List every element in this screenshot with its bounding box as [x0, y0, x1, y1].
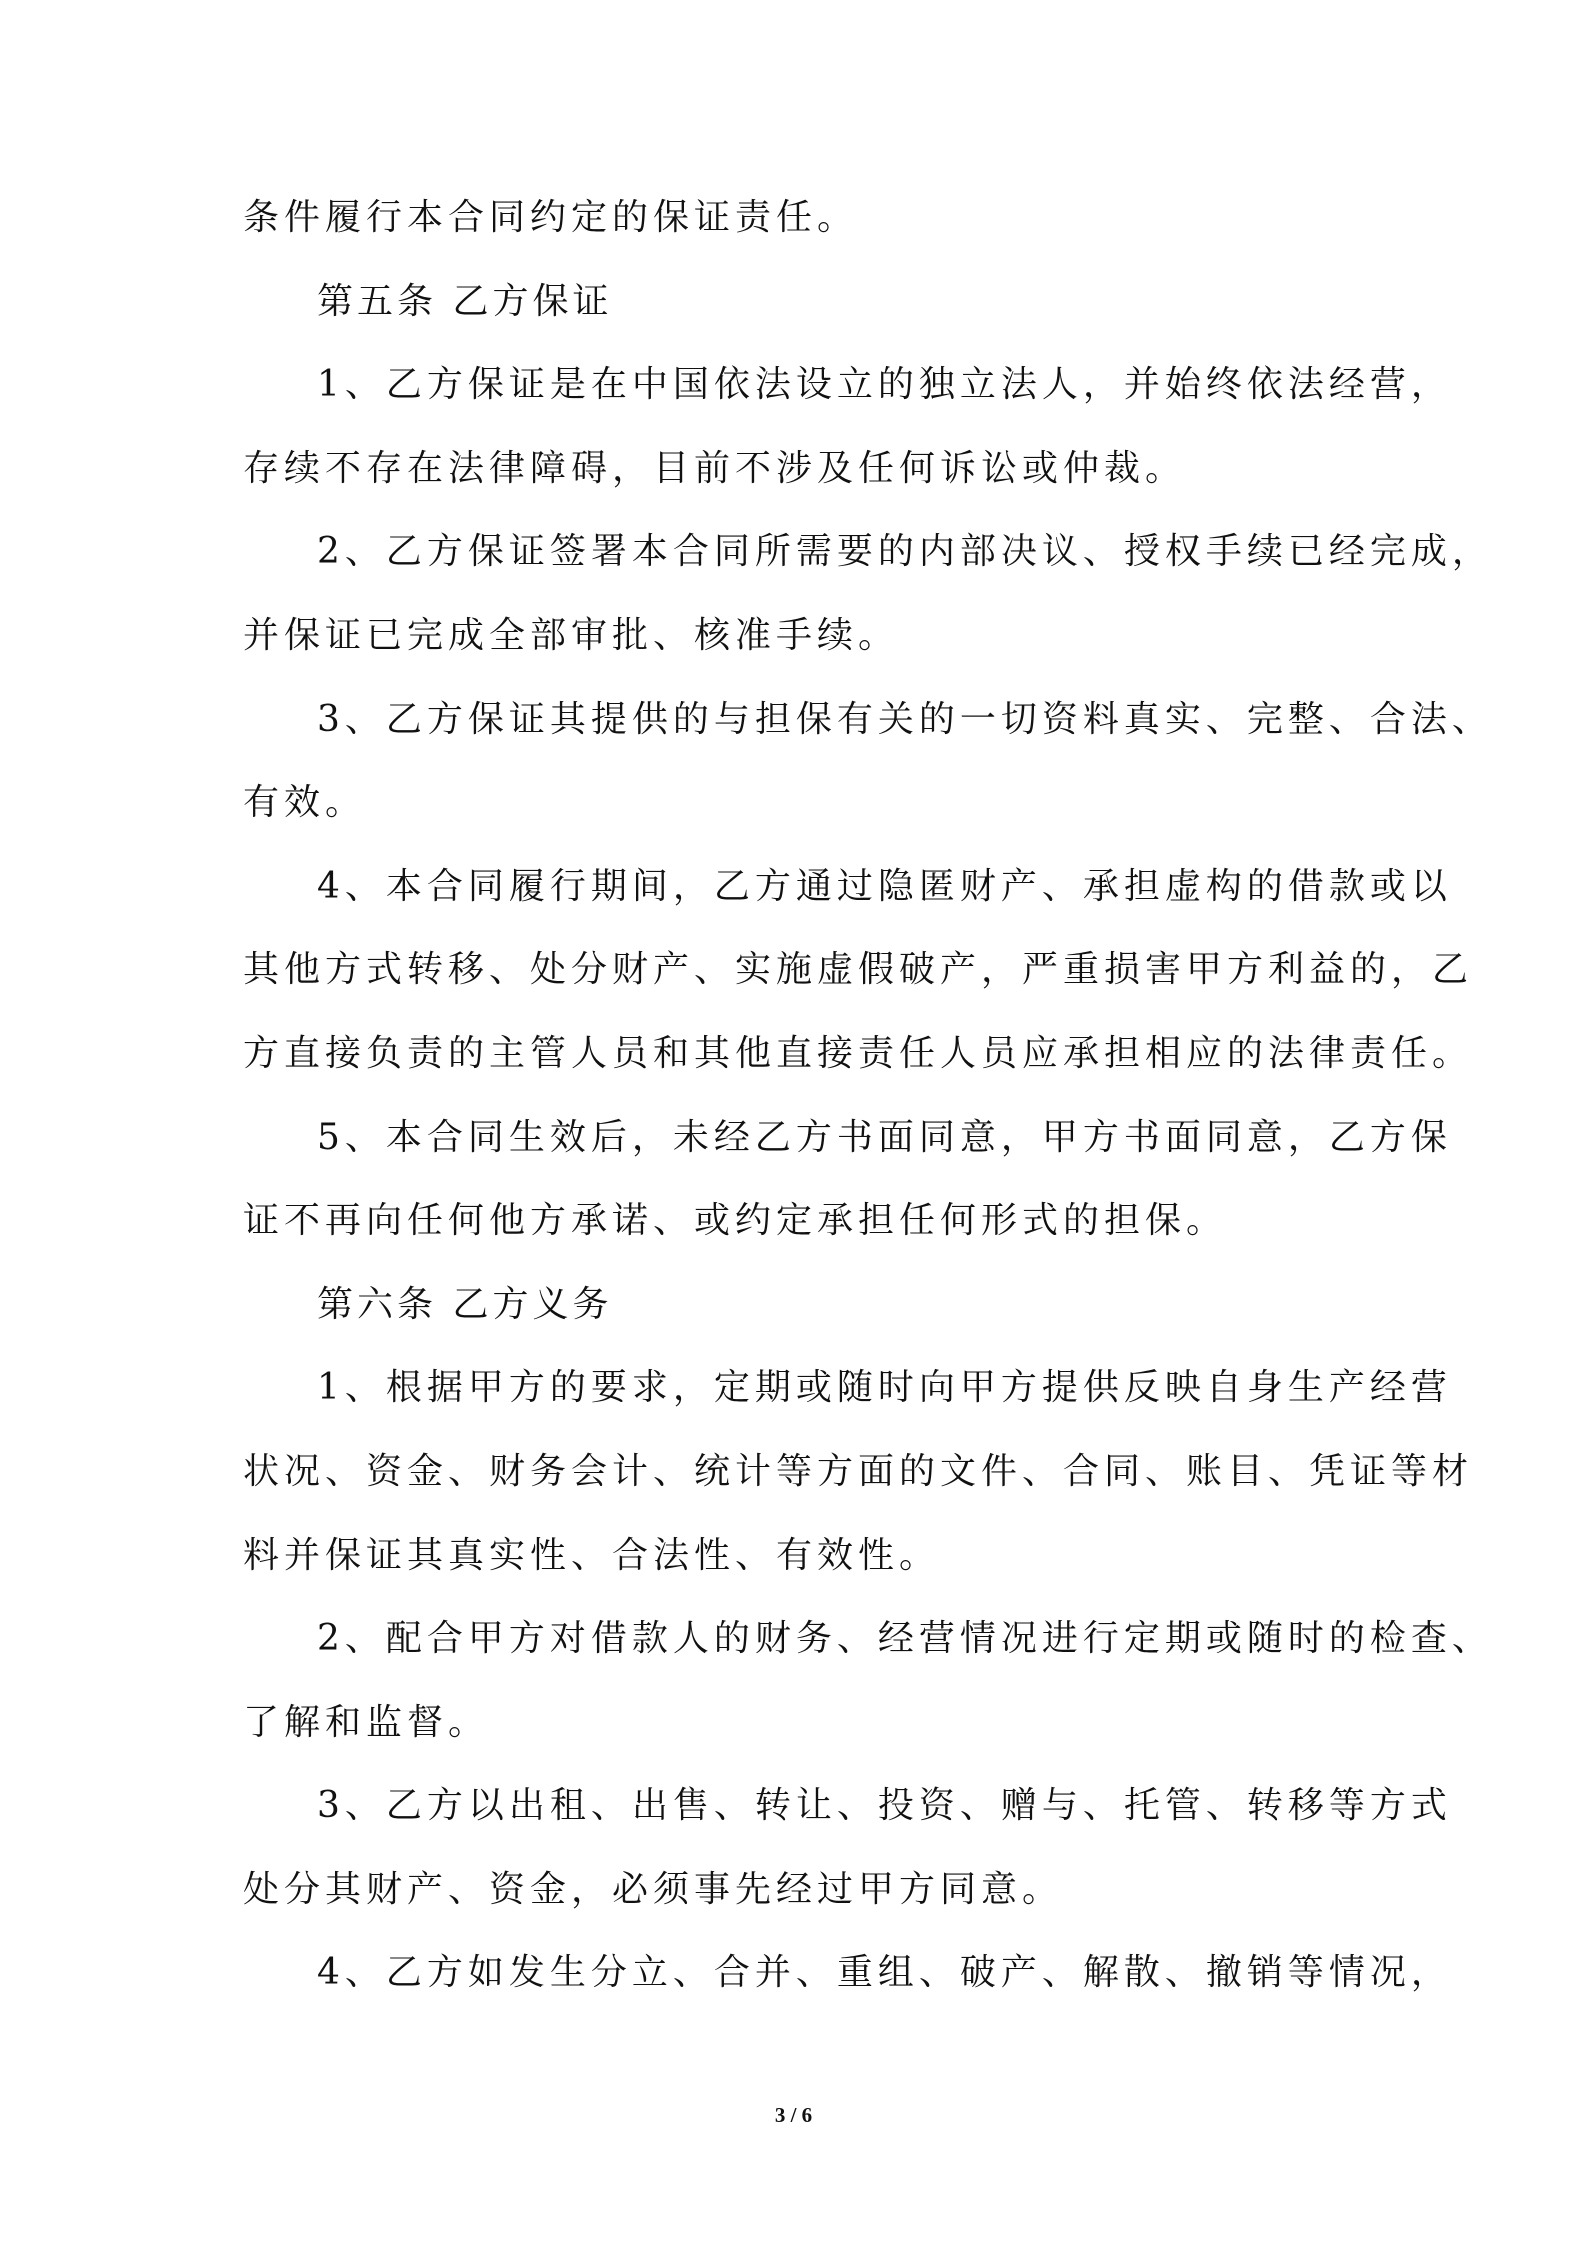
paragraph-line: 其他方式转移、处分财产、实施虚假破产，严重损害甲方利益的，乙 — [243, 949, 1474, 991]
paragraph-line: 3、乙方以出租、出售、转让、投资、赠与、托管、转移等方式 — [317, 1785, 1452, 1827]
paragraph-line: 1、乙方保证是在中国依法设立的独立法人，并始终依法经营， — [317, 364, 1452, 406]
paragraph-line: 2、乙方保证签署本合同所需要的内部决议、授权手续已经完成， — [317, 531, 1493, 573]
paragraph-line: 并保证已完成全部审批、核准手续。 — [243, 614, 900, 656]
paragraph-line: 5、本合同生效后，未经乙方书面同意，甲方书面同意，乙方保 — [317, 1116, 1452, 1158]
paragraph-line: 3、乙方保证其提供的与担保有关的一切资料真实、完整、合法、 — [317, 698, 1493, 740]
page-number: 3 / 6 — [774, 2103, 813, 2127]
section-heading-article-5: 第五条 乙方保证 — [317, 280, 613, 322]
paragraph-line: 处分其财产、资金，必须事先经过甲方同意。 — [243, 1868, 1064, 1910]
paragraph-line: 条件履行本合同约定的保证责任。 — [243, 197, 859, 238]
paragraph-line: 了解和监督。 — [243, 1701, 490, 1743]
paragraph-line: 方直接负责的主管人员和其他直接责任人员应承担相应的法律责任。 — [243, 1032, 1474, 1074]
paragraph-line: 4、乙方如发生分立、合并、重组、破产、解散、撤销等情况， — [317, 1952, 1452, 1994]
document-body — [243, 197, 1493, 2037]
paragraph-line: 有效。 — [243, 782, 367, 824]
paragraph-line: 状况、资金、财务会计、统计等方面的文件、合同、账目、凭证等材 — [243, 1450, 1474, 1492]
paragraph-line: 存续不存在法律障碍，目前不涉及任何诉讼或仲裁。 — [243, 447, 1187, 489]
section-heading-article-6: 第六条 乙方义务 — [317, 1283, 613, 1325]
paragraph-line: 证不再向任何他方承诺、或约定承担任何形式的担保。 — [243, 1200, 1228, 1242]
paragraph-line: 2、配合甲方对借款人的财务、经营情况进行定期或随时的检查、 — [317, 1618, 1493, 1660]
paragraph-line: 料并保证其真实性、合法性、有效性。 — [243, 1534, 941, 1576]
paragraph-line: 4、本合同履行期间，乙方通过隐匿财产、承担虚构的借款或以 — [317, 865, 1452, 907]
paragraph-line: 1、根据甲方的要求，定期或随时向甲方提供反映自身生产经营 — [317, 1367, 1452, 1409]
